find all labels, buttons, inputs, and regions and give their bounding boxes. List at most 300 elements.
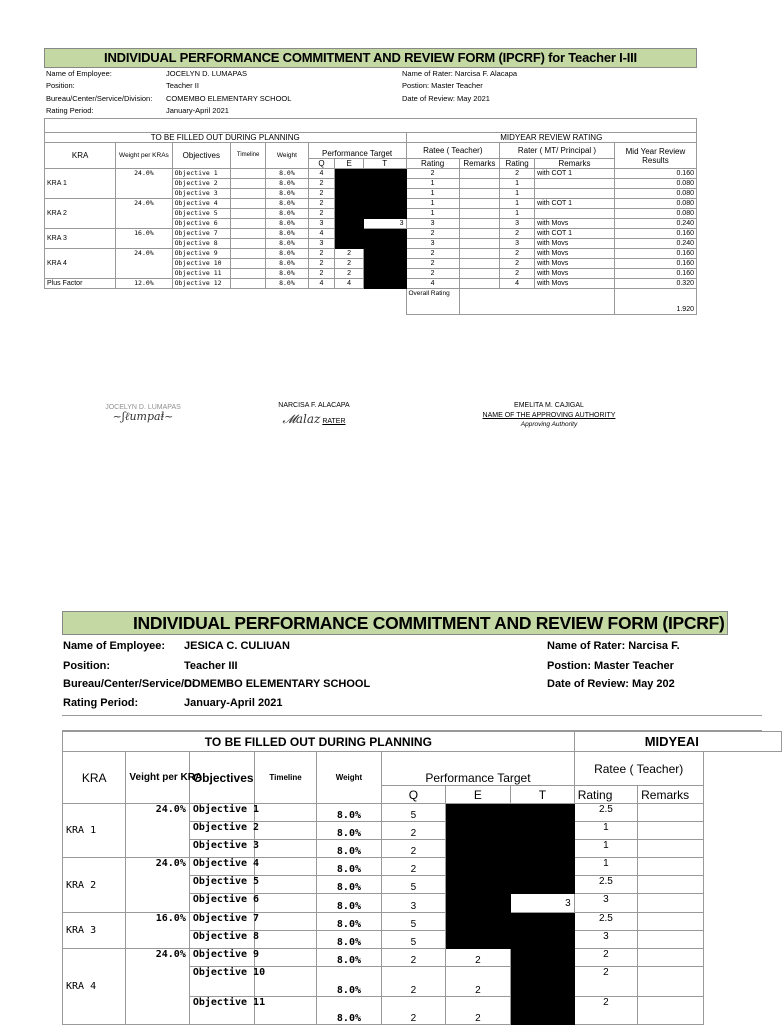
target-e — [335, 169, 364, 179]
objective-weight: 8.0% — [316, 949, 382, 967]
target-q: 2 — [382, 822, 445, 840]
target-q: 4 — [308, 279, 335, 289]
target-e — [445, 913, 511, 931]
objective-weight: 8.0% — [316, 840, 382, 858]
ratee-remarks — [459, 239, 499, 249]
midyear-result: 0.160 — [614, 169, 696, 179]
rater-remarks: with COT 1 — [535, 229, 615, 239]
col-weight-kra: Weight per KRAs — [116, 143, 172, 169]
objective-name: Objective 6 — [189, 894, 255, 913]
table-row — [45, 169, 697, 179]
target-t — [511, 822, 575, 840]
objective-name: Objective 4 — [189, 858, 255, 876]
col-performance-target: Performance Target — [308, 143, 406, 159]
target-e — [335, 219, 364, 229]
target-e — [335, 209, 364, 219]
target-q: 2 — [308, 199, 335, 209]
target-t — [511, 931, 575, 949]
signature-scribble: 𝓜alaz — [282, 412, 321, 426]
ratee-rating: 2 — [574, 997, 637, 1025]
rater-remarks: with Movs — [535, 269, 615, 279]
target-e: 2 — [445, 997, 511, 1025]
objective-name: Objective 10 — [189, 967, 255, 997]
employee-label: Name of Employee: — [46, 69, 112, 78]
objective-name: Objective 9 — [172, 249, 230, 259]
ratee-remarks — [638, 913, 704, 931]
ratee-rating: 1 — [406, 209, 459, 219]
rater-rating: 3 — [500, 239, 535, 249]
target-q: 2 — [382, 967, 445, 997]
objective-name: Objective 4 — [172, 199, 230, 209]
target-q: 2 — [308, 259, 335, 269]
approver-signature — [474, 402, 624, 428]
timeline-cell — [231, 229, 266, 239]
col-timeline: Timeline — [255, 752, 316, 804]
target-t — [363, 169, 406, 179]
target-e: 2 — [445, 967, 511, 997]
ratee-remarks — [459, 189, 499, 199]
spacer-row — [62, 715, 762, 731]
objective-weight: 8.0% — [266, 279, 309, 289]
kra-label: KRA 2 — [45, 199, 116, 229]
ratee-rating: 1 — [406, 199, 459, 209]
kra-weight: 24.0% — [126, 949, 189, 1025]
col-weight-kra: Veight per KRA — [126, 752, 189, 804]
position-label: Position: — [46, 81, 75, 90]
overall-rating-value: 1.920 — [614, 289, 696, 315]
employee-info — [44, 68, 697, 118]
ratee-rating: 1 — [574, 822, 637, 840]
objective-weight: 8.0% — [316, 876, 382, 894]
objective-name: Objective 2 — [189, 822, 255, 840]
rater-remarks: with COT 1 — [535, 199, 615, 209]
kra-label: KRA 2 — [63, 858, 126, 913]
rater-remarks: with Movs — [535, 249, 615, 259]
target-q: 2 — [308, 249, 335, 259]
target-t — [363, 209, 406, 219]
target-q: 2 — [308, 189, 335, 199]
midyear-header: MIDYEAI — [574, 732, 781, 752]
employee-label: Name of Employee: — [63, 640, 166, 652]
timeline-cell — [255, 822, 316, 840]
rater-remarks: with Movs — [535, 239, 615, 249]
rater-name: Name of Rater: Narcisa F. — [547, 640, 680, 652]
employee-name: JOCELYN D. LUMAPAS — [166, 69, 247, 78]
objective-name: Objective 3 — [172, 189, 230, 199]
rater-rating: 2 — [500, 249, 535, 259]
kra-weight: 24.0% — [116, 199, 172, 229]
objective-name: Objective 8 — [172, 239, 230, 249]
ratee-rating: 3 — [406, 219, 459, 229]
target-e: 2 — [335, 259, 364, 269]
target-e: 2 — [335, 249, 364, 259]
rater-rating: 2 — [500, 229, 535, 239]
ratee-remarks — [638, 894, 704, 913]
rater-rating: 2 — [500, 269, 535, 279]
objective-weight: 8.0% — [266, 179, 309, 189]
ratee-rating: 3 — [574, 931, 637, 949]
table-row — [63, 804, 782, 822]
col-q: Q — [308, 159, 335, 169]
target-q: 2 — [308, 209, 335, 219]
ratee-remarks — [459, 199, 499, 209]
approver-role: Approving Authority — [520, 421, 578, 428]
target-q: 3 — [308, 219, 335, 229]
rater-rating: 3 — [500, 219, 535, 229]
target-e — [445, 876, 511, 894]
target-t — [511, 840, 575, 858]
kra-weight: 24.0% — [116, 249, 172, 279]
bureau-label: Bureau/Center/Service/Division: — [46, 94, 153, 103]
timeline-cell — [231, 199, 266, 209]
table-row — [45, 229, 697, 239]
midyear-result: 0.320 — [614, 279, 696, 289]
midyear-result: 0.160 — [614, 229, 696, 239]
target-t — [511, 913, 575, 931]
ratee-rating: 3 — [406, 239, 459, 249]
col-timeline: Timeline — [231, 143, 266, 169]
target-t — [363, 189, 406, 199]
target-e — [445, 840, 511, 858]
empty-cell — [703, 894, 781, 913]
kra-label: KRA 4 — [45, 249, 116, 279]
signature-scribble: ~ʃℓumpaⱡ~ — [112, 410, 174, 423]
kra-weight: 24.0% — [126, 804, 189, 858]
empty-cell — [703, 931, 781, 949]
col-t: T — [511, 786, 575, 804]
objective-name: Objective 10 — [172, 259, 230, 269]
rating-table — [44, 118, 697, 315]
employee-info — [62, 635, 768, 731]
timeline-cell — [231, 209, 266, 219]
col-objectives: Objectives — [172, 143, 230, 169]
timeline-cell — [231, 189, 266, 199]
empty-cell — [703, 967, 781, 997]
target-t — [363, 199, 406, 209]
col-performance-target: Performance Target — [382, 752, 574, 786]
empty-cell — [703, 840, 781, 858]
ratee-remarks — [638, 997, 704, 1025]
timeline-cell — [255, 894, 316, 913]
target-e — [445, 822, 511, 840]
objective-weight: 8.0% — [266, 189, 309, 199]
review-date: Date of Review: May 202 — [547, 678, 675, 690]
empty-cell — [703, 858, 781, 876]
target-e — [445, 804, 511, 822]
employee-signature-name: JOCELYN D. LUMAPAS — [105, 404, 181, 411]
employee-signature — [88, 404, 198, 423]
objective-weight: 8.0% — [266, 269, 309, 279]
timeline-cell — [231, 249, 266, 259]
target-t — [363, 249, 406, 259]
ipcrf-form-jesica — [62, 611, 768, 1024]
ratee-remarks — [459, 169, 499, 179]
position-value: Teacher III — [184, 660, 238, 672]
col-e: E — [445, 786, 511, 804]
empty-cell — [703, 949, 781, 967]
objective-weight: 8.0% — [316, 997, 382, 1025]
timeline-cell — [255, 804, 316, 822]
rater-remarks: with Movs — [535, 259, 615, 269]
ratee-remarks — [638, 967, 704, 997]
col-ratee: Ratee ( Teacher) — [574, 752, 703, 786]
col-objectives: Objectives — [189, 752, 255, 804]
midyear-result: 0.080 — [614, 189, 696, 199]
timeline-cell — [231, 179, 266, 189]
ipcrf-form-jocelyn — [44, 48, 697, 315]
target-q: 5 — [382, 913, 445, 931]
kra-label: KRA 4 — [63, 949, 126, 1025]
target-q: 4 — [308, 169, 335, 179]
rater-remarks: with Movs — [535, 219, 615, 229]
rating-table — [62, 731, 782, 1025]
rater-rating: 1 — [500, 199, 535, 209]
target-t — [363, 229, 406, 239]
target-t: 3 — [363, 219, 406, 229]
col-ratee-rating: Rating — [406, 159, 459, 169]
ratee-rating: 2 — [406, 269, 459, 279]
approver-caption: NAME OF THE APPROVING AUTHORITY — [482, 412, 616, 419]
target-e: 4 — [335, 279, 364, 289]
ratee-rating: 3 — [574, 894, 637, 913]
ratee-rating: 2 — [574, 949, 637, 967]
position-value: Teacher II — [166, 81, 199, 90]
objective-weight: 8.0% — [266, 219, 309, 229]
target-q: 2 — [382, 858, 445, 876]
ratee-rating: 2 — [406, 249, 459, 259]
ratee-remarks — [638, 822, 704, 840]
rater-remarks — [535, 189, 615, 199]
kra-label: Plus Factor — [45, 279, 116, 289]
rater-rating: 1 — [500, 179, 535, 189]
target-q: 2 — [382, 949, 445, 967]
col-q: Q — [382, 786, 445, 804]
kra-weight: 12.0% — [116, 279, 172, 289]
ratee-remarks — [638, 840, 704, 858]
objective-name: Objective 7 — [172, 229, 230, 239]
ratee-remarks — [638, 949, 704, 967]
target-e — [335, 199, 364, 209]
objective-weight: 8.0% — [266, 199, 309, 209]
target-t: 3 — [511, 894, 575, 913]
ratee-rating: 1 — [574, 858, 637, 876]
col-t: T — [363, 159, 406, 169]
ratee-rating: 1 — [574, 840, 637, 858]
target-e — [445, 894, 511, 913]
target-e: 2 — [335, 269, 364, 279]
objective-weight: 8.0% — [266, 239, 309, 249]
ratee-rating: 1 — [406, 179, 459, 189]
table-row — [63, 949, 782, 967]
target-e — [335, 189, 364, 199]
target-t — [511, 876, 575, 894]
rater-remarks: with COT 1 — [535, 169, 615, 179]
target-t — [511, 804, 575, 822]
target-e — [335, 179, 364, 189]
objective-name: Objective 1 — [189, 804, 255, 822]
rater-rating: 4 — [500, 279, 535, 289]
midyear-result: 0.080 — [614, 209, 696, 219]
timeline-cell — [231, 279, 266, 289]
rater-remarks: with Movs — [535, 279, 615, 289]
target-q: 3 — [308, 239, 335, 249]
timeline-cell — [231, 269, 266, 279]
col-weight: Weight — [266, 143, 309, 169]
objective-name: Objective 11 — [189, 997, 255, 1025]
ratee-rating: 2.5 — [574, 913, 637, 931]
bureau-value: COMEMBO ELEMENTARY SCHOOL — [166, 94, 292, 103]
rater-remarks — [535, 209, 615, 219]
col-ratee: Ratee ( Teacher) — [406, 143, 500, 159]
kra-label: KRA 1 — [63, 804, 126, 858]
rater-position: Postion: Master Teacher — [547, 660, 674, 672]
ratee-rating: 2 — [574, 967, 637, 997]
ratee-rating: 2 — [406, 169, 459, 179]
target-e — [335, 229, 364, 239]
objective-weight: 8.0% — [266, 229, 309, 239]
objective-name: Objective 3 — [189, 840, 255, 858]
ratee-remarks — [638, 804, 704, 822]
ratee-rating: 1 — [406, 189, 459, 199]
target-t — [363, 179, 406, 189]
target-t — [511, 858, 575, 876]
objective-weight: 8.0% — [266, 169, 309, 179]
col-e: E — [335, 159, 364, 169]
rater-remarks — [535, 179, 615, 189]
position-label: Position: — [63, 660, 111, 672]
ratee-remarks — [459, 229, 499, 239]
form-title: INDIVIDUAL PERFORMANCE COMMITMENT AND REVIEW FORM (IPCRF) — [62, 611, 728, 635]
rater-signature — [264, 402, 364, 427]
table-row — [45, 279, 697, 289]
timeline-cell — [231, 259, 266, 269]
table-row — [63, 858, 782, 876]
objective-name: Objective 6 — [172, 219, 230, 229]
objective-weight: 8.0% — [266, 259, 309, 269]
kra-label: KRA 3 — [45, 229, 116, 249]
midyear-result: 0.240 — [614, 219, 696, 229]
objective-name: Objective 8 — [189, 931, 255, 949]
ratee-remarks — [459, 219, 499, 229]
kra-label: KRA 3 — [63, 913, 126, 949]
rater-rating: 1 — [500, 189, 535, 199]
objective-weight: 8.0% — [316, 858, 382, 876]
timeline-cell — [255, 876, 316, 894]
ratee-remarks — [638, 876, 704, 894]
signature-block — [44, 398, 697, 448]
table-row — [45, 249, 697, 259]
objective-weight: 8.0% — [266, 249, 309, 259]
col-weight: Weight — [316, 752, 382, 804]
rater-name: Name of Rater: Narcisa F. Alacapa — [402, 69, 518, 78]
col-kra: KRA — [45, 143, 116, 169]
kra-weight: 16.0% — [126, 913, 189, 949]
rater-rating: 2 — [500, 259, 535, 269]
timeline-cell — [231, 169, 266, 179]
planning-header: TO BE FILLED OUT DURING PLANNING — [63, 732, 575, 752]
objective-name: Objective 2 — [172, 179, 230, 189]
timeline-cell — [231, 219, 266, 229]
objective-weight: 8.0% — [316, 894, 382, 913]
period-label: Rating Period: — [46, 106, 94, 115]
target-q: 2 — [382, 840, 445, 858]
kra-weight: 24.0% — [126, 858, 189, 913]
ratee-remarks — [459, 269, 499, 279]
empty-cell — [703, 876, 781, 894]
rater-signature-name: NARCISA F. ALACAPA — [278, 402, 350, 409]
midyear-result: 0.080 — [614, 179, 696, 189]
col-rater: Rater ( MT/ Principal ) — [500, 143, 615, 159]
target-e — [445, 931, 511, 949]
ratee-rating: 2 — [406, 259, 459, 269]
overall-rating-label: Overall Rating — [406, 289, 459, 315]
midyear-result: 0.080 — [614, 199, 696, 209]
ratee-rating: 2 — [406, 229, 459, 239]
empty-cell — [703, 913, 781, 931]
rater-caption: RATER — [322, 418, 346, 425]
target-q: 3 — [382, 894, 445, 913]
objective-name: Objective 5 — [172, 209, 230, 219]
objective-name: Objective 12 — [172, 279, 230, 289]
period-value: January-April 2021 — [166, 106, 229, 115]
ratee-remarks — [638, 931, 704, 949]
col-ratee-rating: Rating — [574, 786, 637, 804]
rater-rating: 2 — [500, 169, 535, 179]
col-rater-remarks: Remarks — [535, 159, 615, 169]
midyear-result: 0.160 — [614, 249, 696, 259]
objective-name: Objective 9 — [189, 949, 255, 967]
midyear-result: 0.240 — [614, 239, 696, 249]
col-ratee-remarks: Remarks — [638, 786, 704, 804]
objective-name: Objective 7 — [189, 913, 255, 931]
objective-name: Objective 1 — [172, 169, 230, 179]
target-t — [363, 259, 406, 269]
target-q: 2 — [308, 179, 335, 189]
kra-weight: 24.0% — [116, 169, 172, 199]
timeline-cell — [255, 858, 316, 876]
review-date: Date of Review: May 2021 — [402, 94, 490, 103]
ratee-remarks — [459, 279, 499, 289]
period-value: January-April 2021 — [184, 697, 283, 709]
empty-cell — [703, 822, 781, 840]
ratee-remarks — [459, 179, 499, 189]
objective-name: Objective 11 — [172, 269, 230, 279]
objective-weight: 8.0% — [316, 931, 382, 949]
timeline-cell — [255, 913, 316, 931]
target-q: 5 — [382, 931, 445, 949]
kra-weight: 16.0% — [116, 229, 172, 249]
period-label: Rating Period: — [63, 697, 139, 709]
objective-weight: 8.0% — [316, 913, 382, 931]
col-midyear-results: Mid Year Review Results — [614, 143, 696, 169]
planning-header: TO BE FILLED OUT DURING PLANNING — [45, 133, 407, 143]
employee-name: JESICA C. CULIUAN — [184, 640, 290, 652]
bureau-value: COMEMBO ELEMENTARY SCHOOL — [184, 678, 371, 690]
target-t — [363, 239, 406, 249]
target-t — [511, 967, 575, 997]
ratee-rating: 2.5 — [574, 876, 637, 894]
kra-label: KRA 1 — [45, 169, 116, 199]
objective-weight: 8.0% — [316, 804, 382, 822]
timeline-cell — [255, 931, 316, 949]
target-e: 2 — [445, 949, 511, 967]
ratee-rating: 4 — [406, 279, 459, 289]
col-ratee-remarks: Remarks — [459, 159, 499, 169]
bureau-label: Bureau/Center/Service/Di — [63, 678, 196, 690]
target-q: 5 — [382, 804, 445, 822]
timeline-cell — [255, 949, 316, 967]
rater-position: Postion: Master Teacher — [402, 81, 483, 90]
